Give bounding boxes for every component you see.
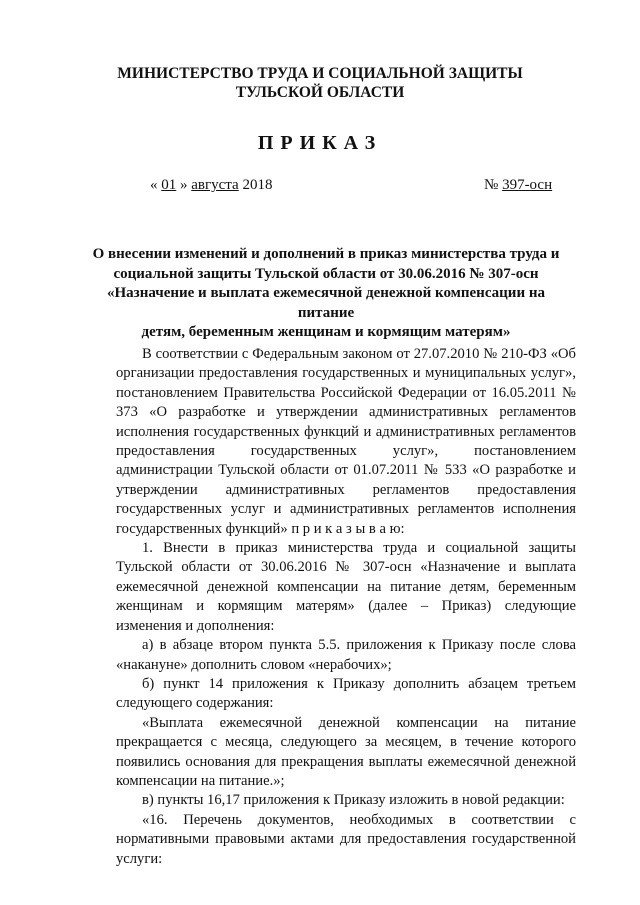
date-open-quote: « bbox=[150, 177, 158, 193]
heading-line1: О внесении изменений и дополнений в приказ министерства труда и bbox=[92, 246, 560, 262]
number-value: 397-осн bbox=[502, 177, 553, 193]
heading-line4: детям, беременным женщинам и кормящим матерям» bbox=[141, 324, 511, 340]
number-sign: № bbox=[484, 177, 499, 193]
paragraph-item-1: 1. Внести в приказ министерства труда и социальной защиты Тульской области от 30.06.2016 № 307-осн «Назначение и выплата ежемесячной денежной компенсации на питание детям, беременным женщинам и кормящим матерям» (далее – Приказ) следующие изменения и дополнения: bbox=[116, 540, 576, 634]
document-heading bbox=[80, 245, 572, 343]
paragraph-item-16: «16. Перечень документов, необходимых в соответствии с нормативными правовыми актами для предоставления государственной услуги: bbox=[116, 811, 576, 867]
paragraph-item-v: в) пункты 16,17 приложения к Приказу изложить в новой редакции: bbox=[142, 792, 565, 809]
date-year: 2018 bbox=[242, 177, 273, 193]
document-date bbox=[150, 177, 272, 194]
heading-line2: социальной защиты Тульской области от 30.06.2016 № 307-осн bbox=[113, 265, 539, 282]
date-day: 01 bbox=[161, 177, 177, 193]
document-body bbox=[116, 345, 576, 869]
date-close-quote: » bbox=[180, 177, 188, 193]
date-month: августа bbox=[191, 177, 239, 193]
heading-line3: «Назначение и выплата ежемесячной денежной компенсации на питание bbox=[107, 285, 545, 321]
document-number bbox=[484, 177, 552, 194]
document-type-title: ПРИКАЗ bbox=[257, 132, 383, 154]
ministry-name bbox=[0, 64, 640, 102]
paragraph-item-a: а) в абзаце втором пункта 5.5. приложения к Приказу после слова «накануне» дополнить словом «нерабочих»; bbox=[116, 637, 576, 673]
paragraph-item-b: б) пункт 14 приложения к Приказу дополнить абзацем третьем следующего содержания: bbox=[116, 675, 576, 712]
paragraph-quote-payment: «Выплата ежемесячной денежной компенсации на питание прекращается с месяца, следующего за месяцем, в течение которого появились основания для прекращения выплаты ежемесячной денежной компенсации на питание.»; bbox=[116, 714, 576, 789]
ministry-name-line2: ТУЛЬСКОЙ ОБЛАСТИ bbox=[235, 84, 405, 101]
ministry-name-line1: МИНИСТЕРСТВО ТРУДА И СОЦИАЛЬНОЙ ЗАЩИТЫ bbox=[117, 65, 523, 82]
paragraph-preamble: В соответствии с Федеральным законом от 27.07.2010 № 210-ФЗ «Об организации предоставления государственных и муниципальных услуг», постановлением Правительства Российской Федерации от 16.05.2011 № 373 «О разработке и утверждении административных регламентов исполнения государственных функций и административных регламентов предоставления государственных услуг», постановлением администрации Тульской области от 01.07.2011 № 533 «О разработке и утверждении административных регламентов предоставления государственных услуг и административных регламентов исполнения государственных функций» п р и к а з ы в а ю: bbox=[116, 346, 576, 537]
